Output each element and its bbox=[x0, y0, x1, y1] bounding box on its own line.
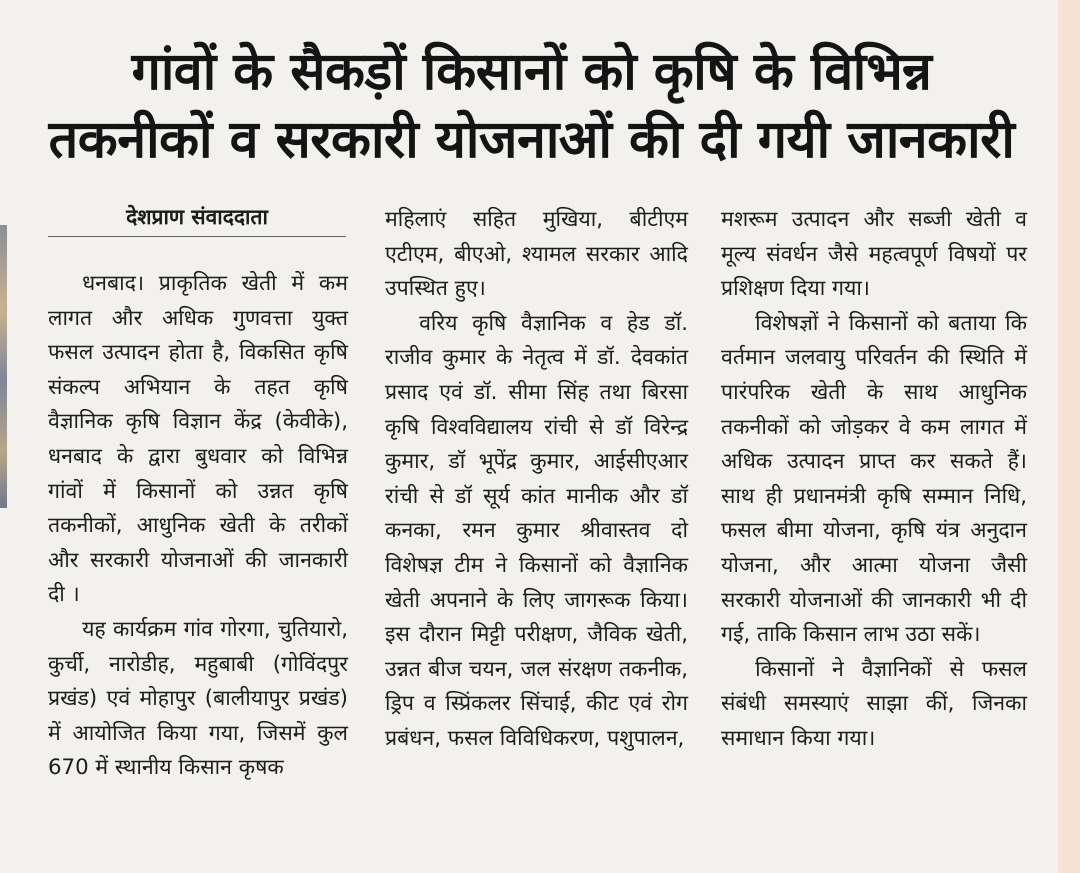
article-column-1 bbox=[48, 267, 348, 786]
paragraph: किसानों ने वैज्ञानिकों से फसल संबंधी समस्याएं साझा कीं, जिनका समाधान किया गया। bbox=[721, 656, 1027, 751]
paragraph: वरिय कृषि वैज्ञानिक व हेड डॉ. राजीव कुमार के नेतृत्व में डॉ. देवकांत प्रसाद एवं डॉ. सीमा सिंह तथा बिरसा कृषि विश्वविद्यालय रांची से डॉ विरेन्द्र कुमार, डॉ भूपेंद्र कुमार, आईसीएआर रांची से डॉ सूर्य कांत मानीक और डॉ कनका, रमन कुमार श्रीवास्तव दो विशेषज्ञ टीम ने किसानों को वैज्ञानिक खेती अपनाने के लिए जागरूक किया। इस दौरान मिट्टी परीक्षण, जैविक खेती, उन्नत बीज चयन, जल संरक्षण तकनीक, ड्रिप व स्प्रिंकलर सिंचाई, कीट एवं रोग प्रबंधन, फसल विविधिकरण, पशुपालन, bbox=[385, 310, 688, 751]
headline-line-2: तकनीकों व सरकारी योजनाओं की दी गयी जानकारी bbox=[48, 110, 1015, 170]
article-column-2 bbox=[385, 203, 688, 757]
headline bbox=[14, 38, 1049, 174]
headline-line-1: गांवों के सैकड़ों किसानों को कृषि के विभिन्न bbox=[131, 42, 932, 102]
paragraph: विशेषज्ञों ने किसानों को बताया कि वर्तमान जलवायु परिवर्तन की स्थिति में पारंपरिक खेती के साथ आधुनिक तकनीकों को जोड़कर वे कम लागत में अधिक उत्पादन प्राप्त कर सकते हैं। साथ ही प्रधानमंत्री कृषि सम्मान निधि, फसल बीमा योजना, कृषि यंत्र अनुदान योजना, और आत्मा योजना जैसी सरकारी योजनाओं की जानकारी भी दी गई, ताकि किसान लाभ उठा सकें। bbox=[721, 310, 1027, 648]
paragraph: महिलाएं सहित मुखिया, बीटीएम एटीएम, बीएओ, श्यामल सरकार आदि उपस्थित हुए। bbox=[385, 207, 688, 302]
article-column-3 bbox=[721, 203, 1027, 757]
paragraph: धनबाद। प्राकृतिक खेती में कम लागत और अधिक गुणवत्ता युक्त फसल उत्पादन होता है, विकसित कृषि संकल्प अभियान के तहत कृषि वैज्ञानिक कृषि विज्ञान केंद्र (केवीके), धनबाद के द्वारा बुधवार को विभिन्न गांवों में किसानों को उन्नत कृषि तकनीकों, आधुनिक खेती के तरीकों और सरकारी योजनाओं की जानकारी दी । bbox=[48, 271, 348, 608]
adjacent-article-edge-right bbox=[1058, 0, 1080, 873]
adjacent-photo-fragment bbox=[0, 225, 7, 508]
byline: देशप्राण संवाददाता bbox=[48, 200, 346, 237]
paragraph: मशरूम उत्पादन और सब्जी खेती व मूल्य संवर्धन जैसे महत्वपूर्ण विषयों पर प्रशिक्षण दिया गया। bbox=[721, 207, 1027, 302]
adjacent-article-edge-left bbox=[0, 0, 14, 873]
paragraph: यह कार्यक्रम गांव गोरगा, चुतियारो, कुर्ची, नारोडीह, महुबाबी (गोविंदपुर प्रखंड) एवं मोहापुर (बालीयापुर प्रखंड) में आयोजित किया गया, जिसमें कुल 670 में स्थानीय किसान कृषक bbox=[48, 616, 348, 781]
